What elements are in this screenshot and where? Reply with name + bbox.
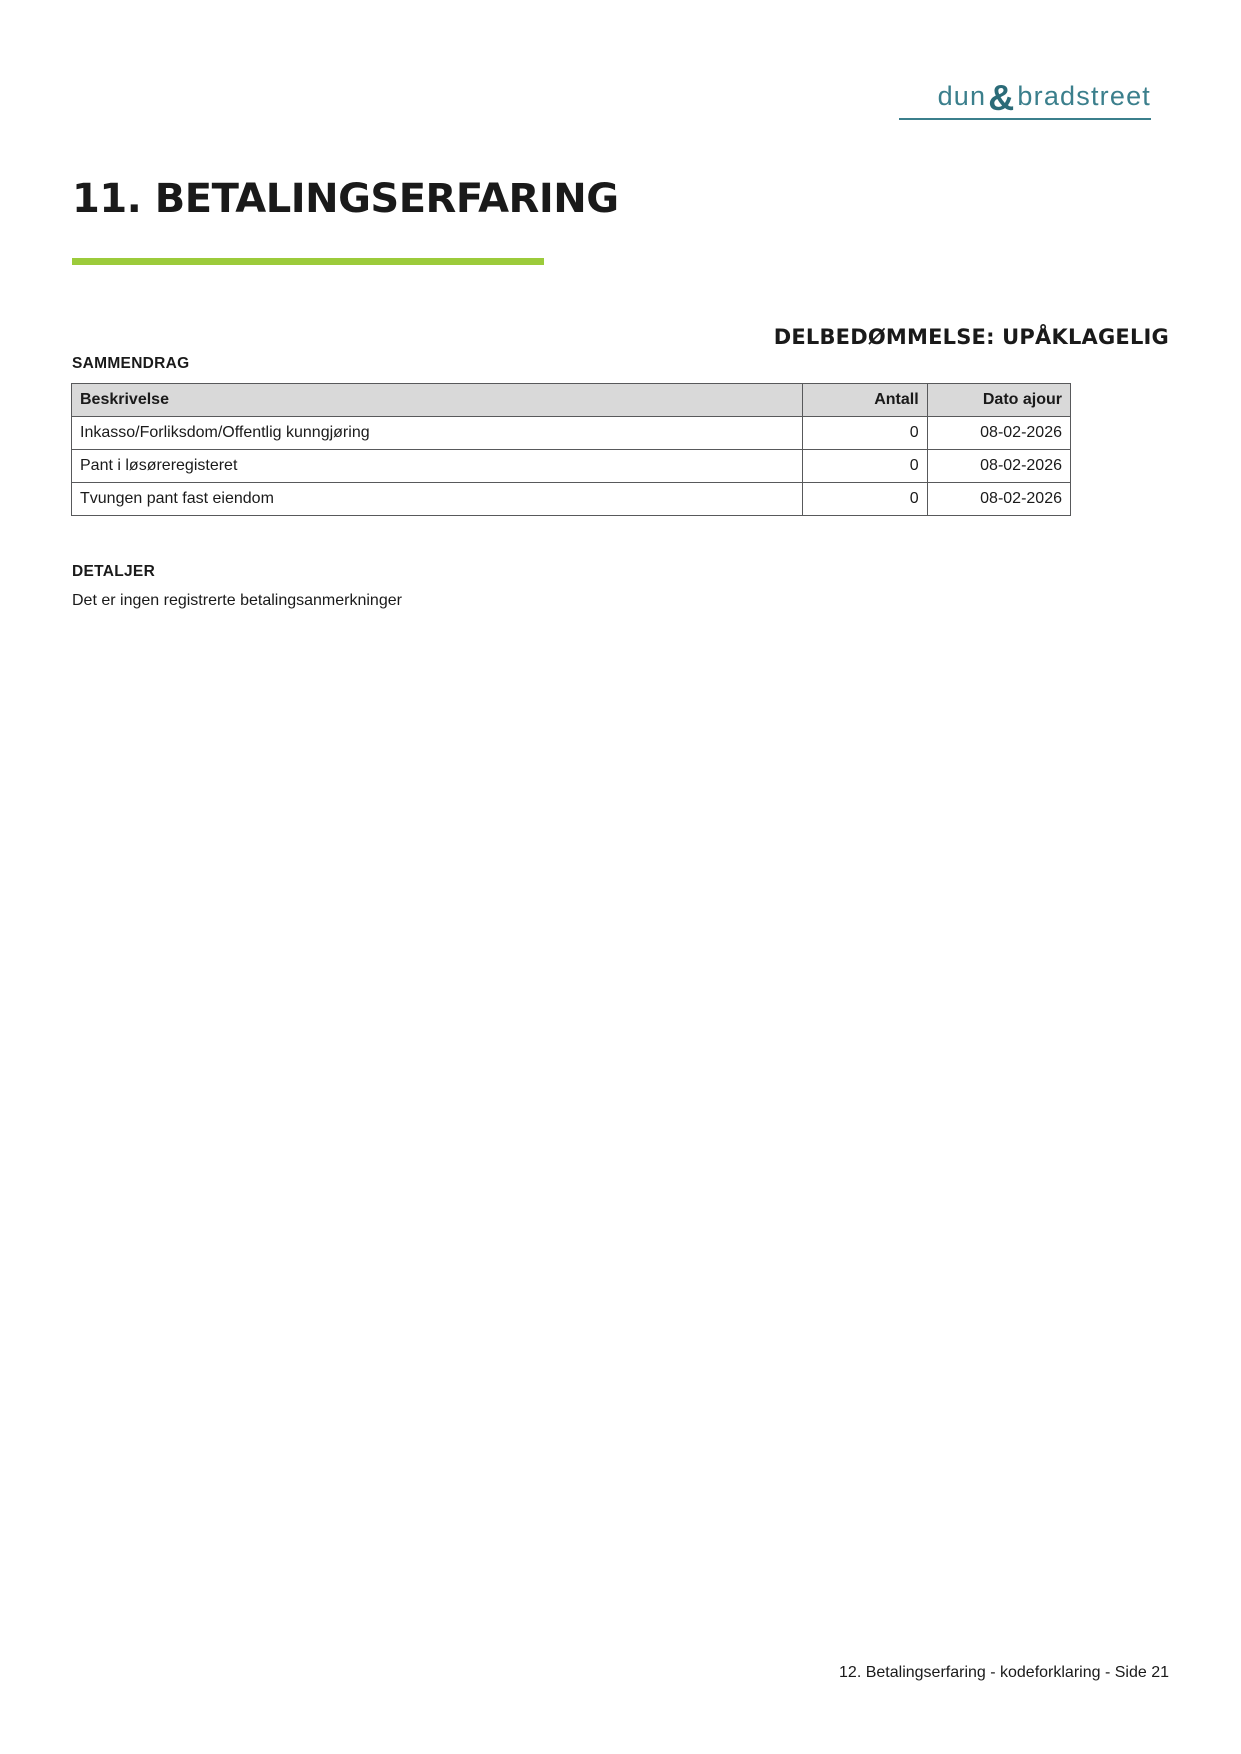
details-body-text: Det er ingen registrerte betalingsanmerkninger [72,592,402,609]
table-header-row [72,384,1071,417]
details-section-label: DETALJER [72,563,156,580]
table-row [72,417,1071,450]
table-row [72,483,1071,516]
cell-description: Pant i løsøreregisteret [72,450,803,483]
summary-table-body [72,417,1071,516]
subjudgement-heading: DELBEDØMMELSE: UPÅKLAGELIG [773,325,1169,349]
cell-count: 0 [803,483,927,516]
logo-word-bradstreet: bradstreet [1017,80,1151,111]
summary-table [71,383,1071,516]
logo-text-row [937,77,1151,118]
cell-description: Inkasso/Forliksdom/Offentlig kunngjøring [72,417,803,450]
summary-table-head [72,384,1071,417]
cell-count: 0 [803,417,927,450]
summary-section-label: SAMMENDRAG [72,355,190,372]
cell-date: 08-02-2026 [927,450,1070,483]
column-header-description: Beskrivelse [72,384,803,417]
table-row [72,450,1071,483]
page-title: 11. BETALINGSERFARING [72,176,619,222]
cell-description: Tvungen pant fast eiendom [72,483,803,516]
summary-table-wrapper [71,383,1071,516]
cell-date: 08-02-2026 [927,483,1070,516]
logo-word-dun: dun [937,80,987,111]
column-header-count: Antall [803,384,927,417]
column-header-date: Dato ajour [927,384,1070,417]
logo-underline [899,118,1151,120]
ampersand-icon: & [988,77,1016,118]
page-footer: 12. Betalingserfaring - kodeforklaring - Side 21 [839,1664,1169,1681]
title-accent-rule [72,258,544,265]
cell-date: 08-02-2026 [927,417,1070,450]
cell-count: 0 [803,450,927,483]
dun-bradstreet-logo [899,78,1151,120]
